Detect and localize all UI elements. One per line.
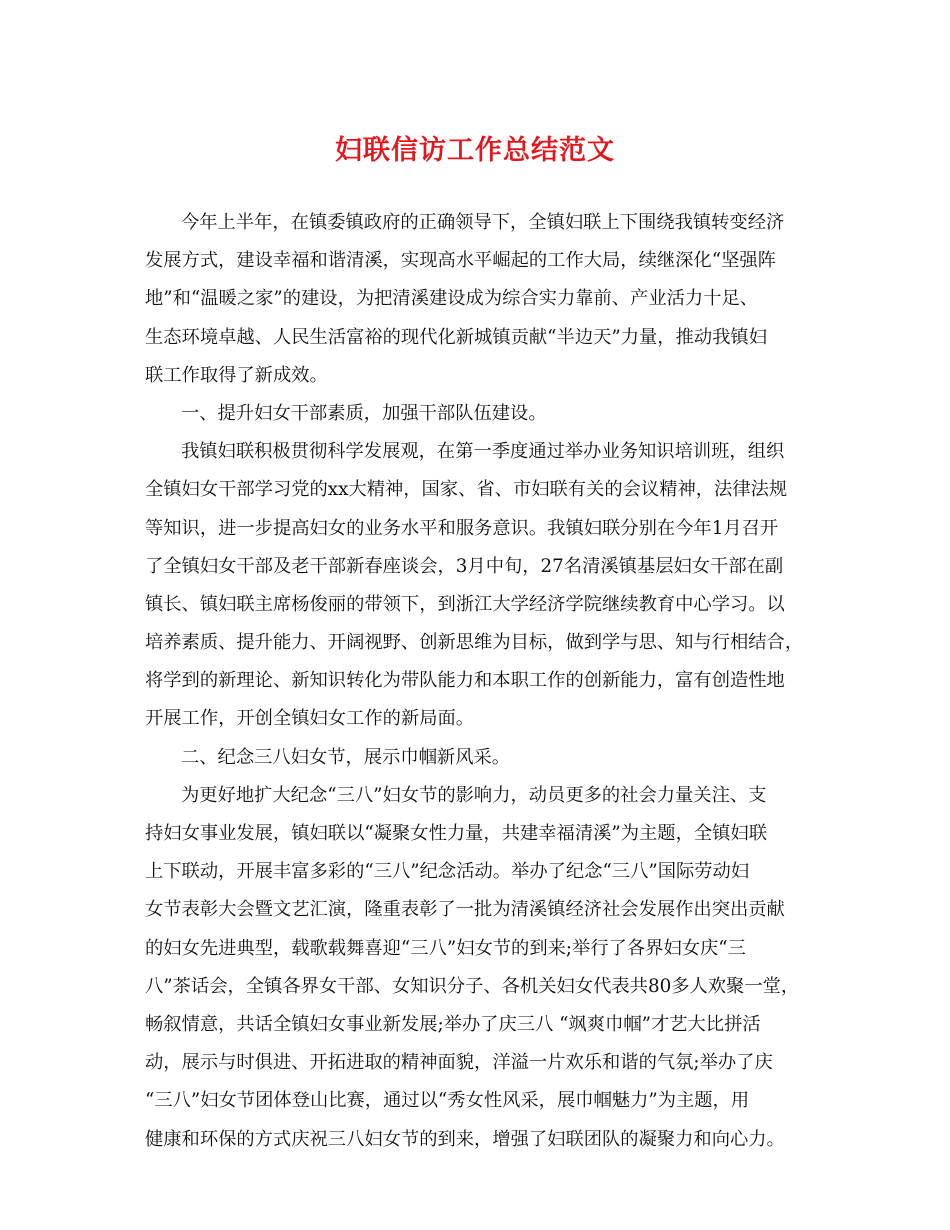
text-line: 生态环境卓越、人民生活富裕的现代化新城镇贡献“半边天”力量，推动我镇妇 <box>145 326 767 348</box>
text-line: 今年上半年，在镇委镇政府的正确领导下，全镇妇联上下围绕我镇转变经济 <box>181 212 785 233</box>
text-line: 开展工作，开创全镇妇女工作的新局面。 <box>145 708 475 730</box>
text-line: 畅叙情意，共话全镇妇女事业新发展;举办了庆三八 “飒爽巾帼”才艺大比拼活 <box>145 1013 761 1035</box>
document-body <box>145 204 815 1159</box>
text-line: 动，展示与时俱进、开拓进取的精神面貌，洋溢一片欢乐和谐的气氛;举办了庆 <box>145 1052 773 1074</box>
text-line: 的妇女先进典型，载歌载舞喜迎“三八”妇女节的到来;举行了各界妇女庆“三 <box>145 937 746 959</box>
text-line: 我镇妇联积极贯彻科学发展观，在第一季度通过举办业务知识培训班，组织 <box>181 441 785 463</box>
text-line: 发展方式，建设幸福和谐清溪，实现高水平崛起的工作大局，续继深化“坚强阵 <box>145 250 776 272</box>
text-line: 将学到的新理论、新知识转化为带队能力和本职工作的创新能力，富有创造性地 <box>145 670 785 692</box>
text-line: 健康和环保的方式庆祝三八妇女节的到来，增强了妇联团队的凝聚力和向心力。 <box>145 1128 785 1150</box>
text-line: 一、提升妇女干部素质，加强干部队伍建设。 <box>181 402 547 424</box>
text-line: 地”和“温暖之家”的建设，为把清溪建设成为综合实力靠前、产业活力十足、 <box>145 288 759 310</box>
text-line: 女节表彰大会暨文艺汇演，隆重表彰了一批为清溪镇经济社会发展作出突出贡献 <box>145 899 785 921</box>
text-line: 镇长、镇妇联主席杨俊丽的带领下，到浙江大学经济学院继续教育中心学习。以 <box>145 593 785 615</box>
text-line: 了全镇妇女干部及老干部新春座谈会，3月中旬，27名清溪镇基层妇女干部在副 <box>145 555 784 577</box>
text-line: 上下联动，开展丰富多彩的“三八”纪念活动。举办了纪念“三八”国际劳动妇 <box>145 861 750 883</box>
text-line: 全镇妇女干部学习党的xx大精神，国家、省、市妇联有关的会议精神，法律法规 <box>145 479 788 501</box>
document-title: 妇联信访工作总结范文 <box>335 135 615 166</box>
text-line: 二、纪念三八妇女节，展示巾帼新风采。 <box>181 746 511 768</box>
text-line: 持妇女事业发展，镇妇联以“凝聚女性力量，共建幸福清溪”为主题，全镇妇联 <box>145 823 767 844</box>
text-line: 培养素质、提升能力、开阔视野、创新思维为目标，做到学与思、知与行相结合， <box>145 632 804 654</box>
text-line: 为更好地扩大纪念“三八”妇女节的影响力，动员更多的社会力量关注、支 <box>181 784 767 806</box>
text-line: 等知识，进一步提高妇女的业务水平和服务意识。我镇妇联分别在今年1月召开 <box>145 517 779 539</box>
text-line: 八”茶话会，全镇各界女干部、女知识分子、各机关妇女代表共80多人欢聚一堂， <box>145 975 800 997</box>
text-line: 联工作取得了新成效。 <box>145 364 328 386</box>
text-line: “三八”妇女节团体登山比赛，通过以“秀女性风采，展巾帼魅力”为主题，用 <box>145 1090 750 1112</box>
